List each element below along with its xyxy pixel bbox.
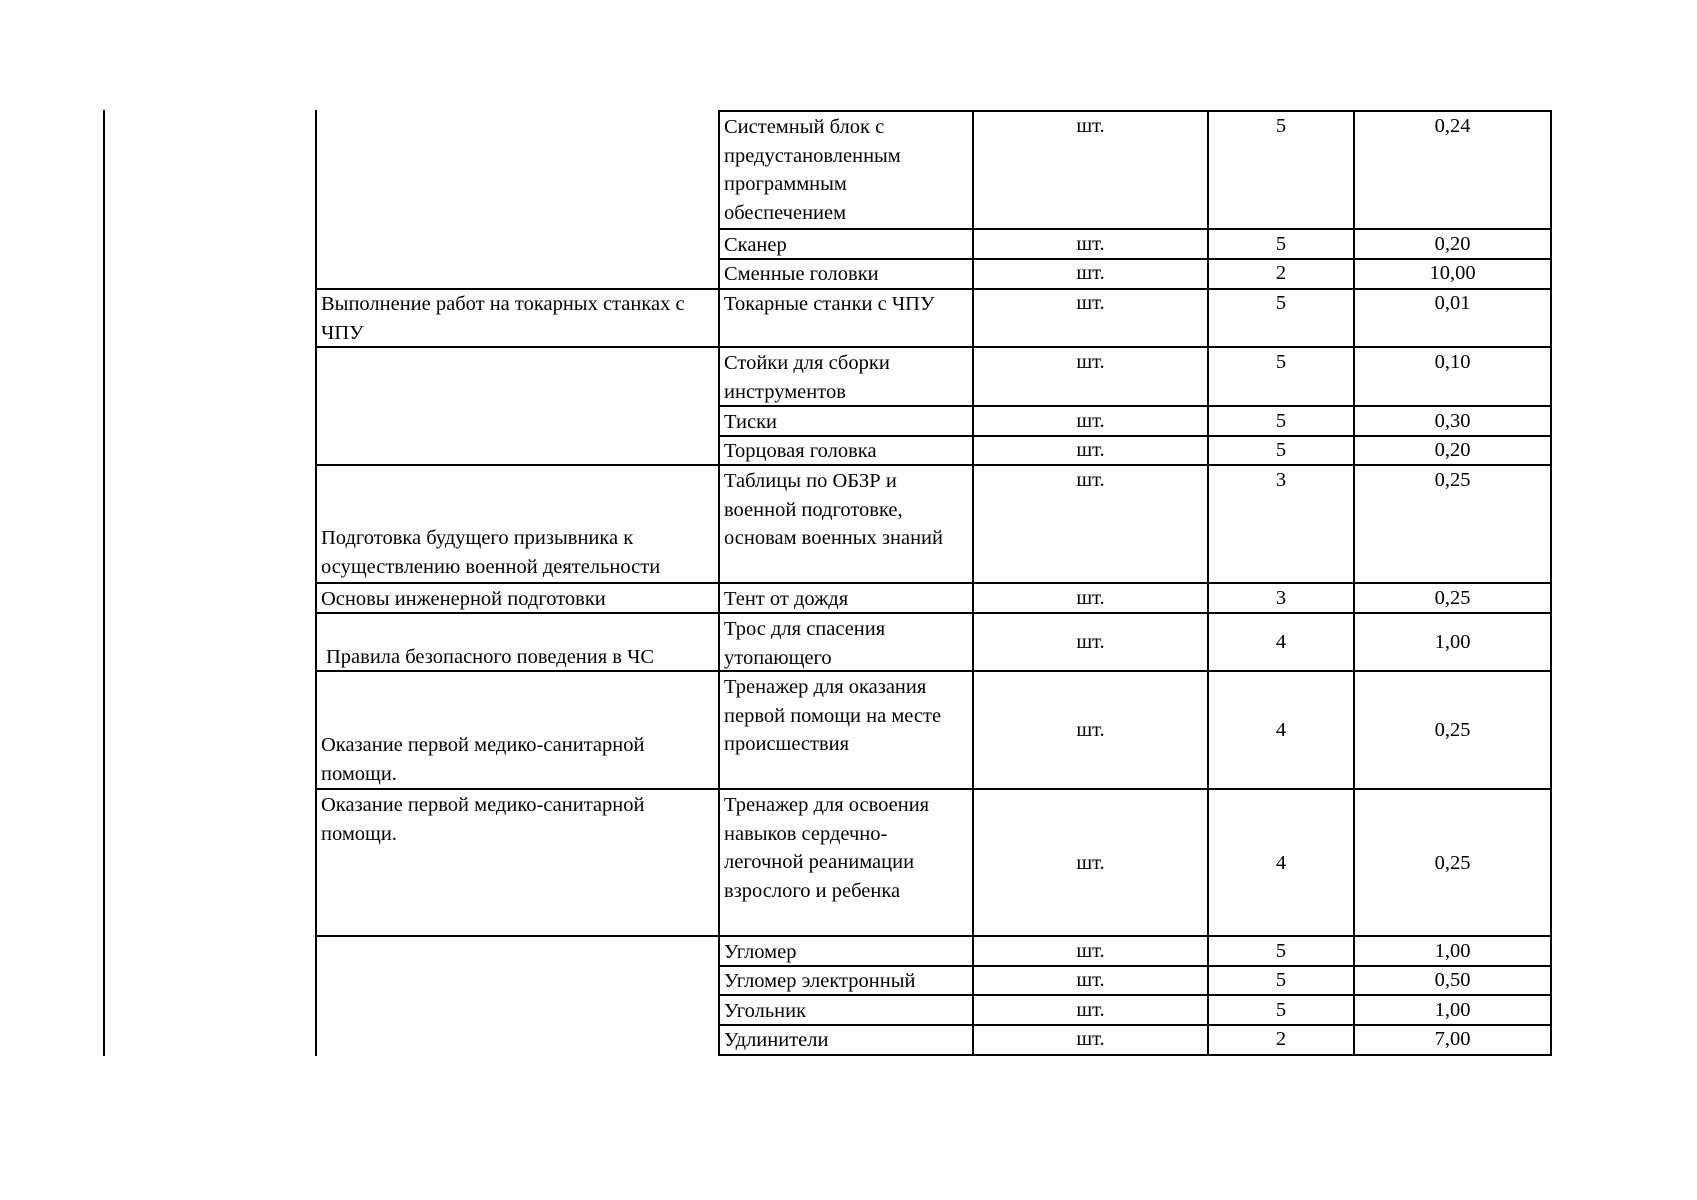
topic-cell: Оказание первой медико-санитарной помощи. [321,794,645,845]
value-cell: 0,10 [1434,351,1471,373]
value-cell: 0,25 [1434,852,1471,874]
qty-cell: 5 [1275,233,1287,255]
topic-cell: Основы инженерной подготовки [321,588,606,610]
value-cell: 0,24 [1434,115,1471,137]
value-cell: 1,00 [1434,940,1471,962]
qty-cell: 5 [1275,292,1287,314]
unit-cell: шт. [1076,1028,1105,1050]
item-cell: Тиски [724,411,778,433]
qty-cell: 2 [1275,1028,1287,1050]
unit-cell: шт. [1076,262,1105,284]
item-cell: Тренажер для освоения навыков сердечно-легочной реанимации взрослого и ребенка [724,794,930,902]
unit-cell: шт. [1076,469,1105,491]
topic-cell: Выполнение работ на токарных станках с ЧПУ [321,293,685,344]
unit-cell: шт. [1076,439,1105,461]
unit-cell: шт. [1076,115,1105,137]
unit-cell: шт. [1076,233,1105,255]
unit-cell: шт. [1076,410,1105,432]
unit-cell: шт. [1076,969,1105,991]
qty-cell: 3 [1275,587,1287,609]
value-cell: 10,00 [1429,262,1476,284]
qty-cell: 5 [1275,439,1287,461]
unit-cell: шт. [1076,351,1105,373]
item-cell: Системный блок с предустановленным программным обеспечением [724,116,901,224]
item-cell: Тент от дождя [724,588,849,610]
left-border-line [103,110,105,1056]
topic-cell: Правила безопасного поведения в ЧС [326,646,655,668]
item-cell: Угольник [724,1000,807,1022]
unit-cell: шт. [1076,852,1105,874]
item-cell: Сканер [724,234,787,256]
unit-cell: шт. [1076,631,1105,653]
unit-cell: шт. [1076,940,1105,962]
item-cell: Угломер электронный [724,970,916,992]
unit-cell: шт. [1076,719,1105,741]
qty-cell: 4 [1275,719,1287,741]
value-cell: 7,00 [1434,1028,1471,1050]
qty-cell: 4 [1275,852,1287,874]
value-cell: 0,25 [1434,719,1471,741]
qty-cell: 5 [1275,115,1287,137]
item-cell: Тренажер для оказания первой помощи на месте происшествия [724,676,942,755]
item-cell: Стойки для сборки инструментов [724,352,890,403]
value-cell: 0,20 [1434,233,1471,255]
unit-cell: шт. [1076,999,1105,1021]
value-cell: 0,50 [1434,969,1471,991]
qty-cell: 5 [1275,999,1287,1021]
qty-cell: 5 [1275,940,1287,962]
qty-cell: 3 [1275,469,1287,491]
unit-cell: шт. [1076,587,1105,609]
qty-cell: 2 [1275,262,1287,284]
item-cell: Удлинители [724,1029,829,1051]
value-cell: 0,30 [1434,410,1471,432]
item-cell: Трос для спасения утопающего [724,618,886,669]
value-cell: 0,01 [1434,292,1471,314]
value-cell: 1,00 [1434,631,1471,653]
qty-cell: 4 [1275,631,1287,653]
item-cell: Токарные станки с ЧПУ [724,293,935,315]
value-cell: 0,20 [1434,439,1471,461]
qty-cell: 5 [1275,410,1287,432]
topic-cell: Подготовка будущего призывника к осуществлению военной деятельности [321,527,661,578]
value-cell: 0,25 [1434,469,1471,491]
topic-cell: Оказание первой медико-санитарной помощи. [321,734,645,785]
item-cell: Торцовая головка [724,440,877,462]
qty-cell: 5 [1275,969,1287,991]
unit-cell: шт. [1076,292,1105,314]
item-cell: Угломер [724,941,797,963]
value-cell: 0,25 [1434,587,1471,609]
qty-cell: 5 [1275,351,1287,373]
item-cell: Сменные головки [724,263,879,285]
item-cell: Таблицы по ОБЗР и военной подготовке, основам военных знаний [724,470,943,549]
value-cell: 1,00 [1434,999,1471,1021]
